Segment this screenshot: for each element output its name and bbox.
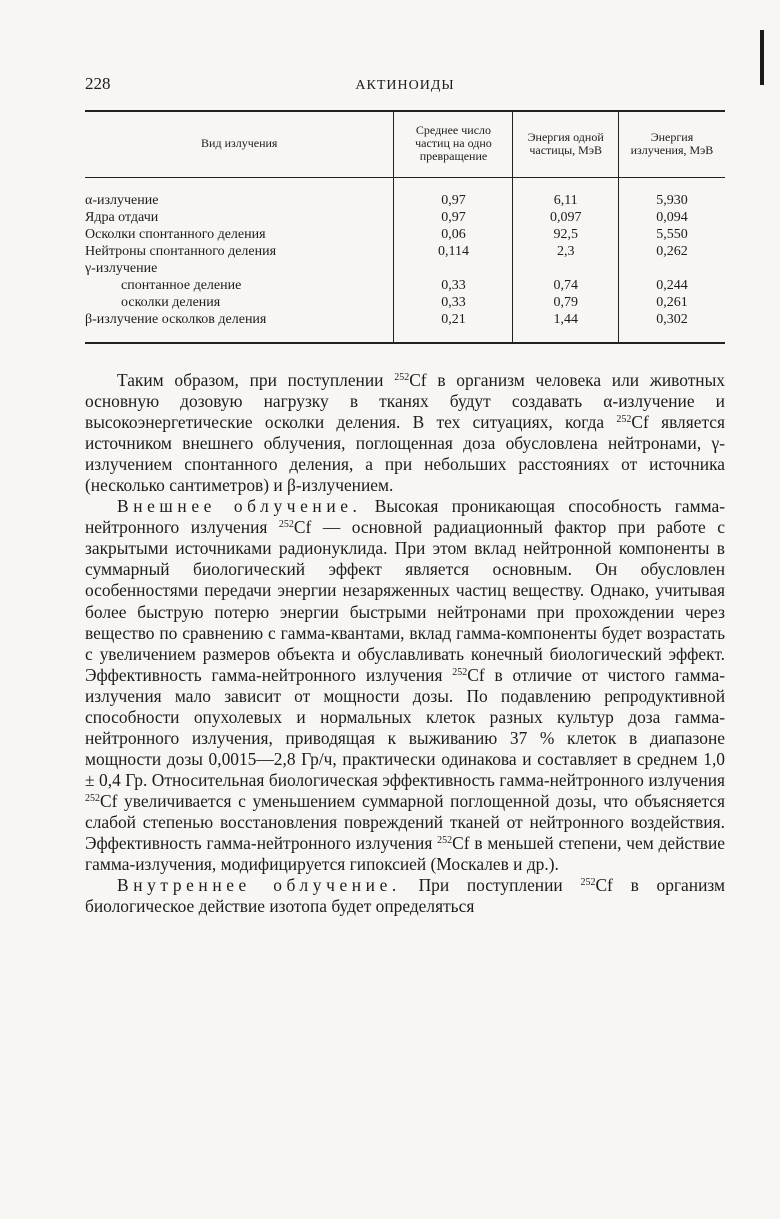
- paragraph-3: [85, 875, 725, 917]
- row-particle-energy: 2,3: [513, 243, 618, 260]
- table-row: [85, 311, 725, 328]
- text-run: Cf — основной радиационный фактор при работе с закрытыми источниками радионуклида. При этом вклад нейтронной компоненты в суммарный биологический эффект является основным. Он обусловлен особенностями передачи энергии незаряженных частиц веществу. Однако, учитывая более быструю потерю энергии быстрыми нейтронами при прохождении через вещество по сравнению с гамма-квантами, вклад гамма-компоненты будет возрастать с увеличением размеров объекта и обуславливать конечный биологический эффект. Эффективность гамма-нейтронного излучения: [85, 517, 726, 685]
- running-title: АКТИНОИДЫ: [355, 78, 455, 93]
- text-run: Высокая проникающая способность гамма-нейтронного излучения: [85, 496, 725, 538]
- table-row: [85, 260, 725, 277]
- table-row: [85, 226, 725, 243]
- row-radiation-energy: 0,261: [618, 294, 725, 311]
- page-header: [85, 74, 725, 96]
- row-radiation-energy: [618, 260, 725, 277]
- text-run: Cf в организм человека или животных основную дозовую нагрузку в тканях будут создавать α-излучение и высокоэнергетические осколки деления. В тех ситуациях, когда: [85, 370, 725, 433]
- text-run: При поступлении: [400, 875, 581, 896]
- section-heading-external: Внешнее облучение.: [117, 496, 362, 517]
- section-heading-internal: Внутреннее облучение.: [117, 875, 401, 896]
- isotope-mass-number: 252: [394, 372, 410, 383]
- table-row: [85, 209, 725, 226]
- table-row: [85, 277, 725, 294]
- isotope-mass-number: 252: [437, 835, 453, 847]
- scan-edge-mark: [760, 30, 764, 85]
- col-header-radiation-energy: Энергия излучения, МэВ: [618, 112, 725, 178]
- row-count: 0,33: [394, 294, 513, 311]
- col-header-type: Вид излучения: [85, 112, 394, 178]
- text-run: Cf в меньшей степени, чем действие гамма-излучения, модифицируется гипоксией (Москалев и др.).: [85, 833, 725, 875]
- text-run: Cf является источником внешнего облучения, поглощенная доза обусловлена нейтронами, γ-излучением спонтанного деления, а при небольших расстояниях от источника (несколько сантиметров) и β-излучением.: [85, 412, 725, 496]
- table-row: [85, 192, 725, 209]
- row-count: 0,06: [394, 226, 513, 243]
- col-header-count: Среднее число частиц на одно превращение: [394, 112, 513, 178]
- row-particle-energy: 1,44: [513, 311, 618, 328]
- text-run: Cf в организм биологическое действие изотопа будет определяться: [85, 875, 725, 917]
- book-page: [85, 74, 725, 917]
- isotope-mass-number: 252: [580, 877, 596, 889]
- row-label: спонтанное деление: [121, 278, 242, 293]
- text-run: Таким образом, при поступлении: [117, 370, 395, 390]
- row-particle-energy: [513, 260, 618, 277]
- isotope-mass-number: 252: [452, 666, 468, 678]
- row-label: β-излучение осколков деления: [85, 312, 267, 327]
- text-run: Cf в отличие от чистого гамма-излучения мало зависит от мощности дозы. По подавлению репродуктивной способности опухолевых и нормальных клеток разных культур доза гамма-нейтронного излучения, приводящая к выживанию 37 % клеток в диапазоне мощности дозы 0,0015—2,8 Гр/ч, практически одинакова и составляет в среднем 1,0 ± 0,4 Гр. Относительная биологическая эффективность гамма-нейтронного излучения: [85, 664, 725, 790]
- row-label: Нейтроны спонтанного деления: [85, 244, 277, 259]
- table-body: [85, 192, 725, 328]
- row-count: [394, 260, 513, 277]
- page-number: 228: [85, 74, 111, 93]
- row-count: 0,33: [394, 277, 513, 294]
- row-radiation-energy: 0,302: [618, 311, 725, 328]
- row-label: γ-излучение: [85, 261, 158, 276]
- isotope-mass-number: 252: [85, 792, 100, 804]
- isotope-mass-number: 252: [278, 519, 294, 531]
- table-row: [85, 243, 725, 260]
- row-particle-energy: 6,11: [513, 192, 618, 209]
- col-header-particle-energy: Энергия одной частицы, МэВ: [513, 112, 618, 178]
- row-particle-energy: 0,74: [513, 277, 618, 294]
- row-count: 0,114: [394, 243, 513, 260]
- row-count: 0,97: [394, 192, 513, 209]
- row-label: Осколки спонтанного деления: [85, 227, 266, 242]
- row-count: 0,21: [394, 311, 513, 328]
- row-radiation-energy: 0,244: [618, 277, 725, 294]
- row-radiation-energy: 0,262: [618, 243, 725, 260]
- row-label: Ядра отдачи: [85, 210, 159, 225]
- paragraph-1: [85, 370, 725, 496]
- radiation-table: [85, 110, 725, 344]
- text-run: Cf увеличивается с уменьшением суммарной поглощенной дозы, что объясняется слабой степенью восстановления повреждений тканей от нейтронного воздействия. Эффективность гамма-нейтронного излучения: [85, 790, 725, 854]
- row-particle-energy: 92,5: [513, 226, 618, 243]
- row-particle-energy: 0,79: [513, 294, 618, 311]
- row-label: осколки деления: [121, 295, 221, 310]
- row-radiation-energy: 0,094: [618, 209, 725, 226]
- body-text: [85, 370, 725, 917]
- row-particle-energy: 0,097: [513, 209, 618, 226]
- table-row: [85, 294, 725, 311]
- row-radiation-energy: 5,550: [618, 226, 725, 243]
- isotope-mass-number: 252: [616, 414, 632, 426]
- row-label: α-излучение: [85, 193, 159, 208]
- table-header-row: [85, 112, 725, 178]
- row-radiation-energy: 5,930: [618, 192, 725, 209]
- paragraph-2: [85, 496, 725, 875]
- row-count: 0,97: [394, 209, 513, 226]
